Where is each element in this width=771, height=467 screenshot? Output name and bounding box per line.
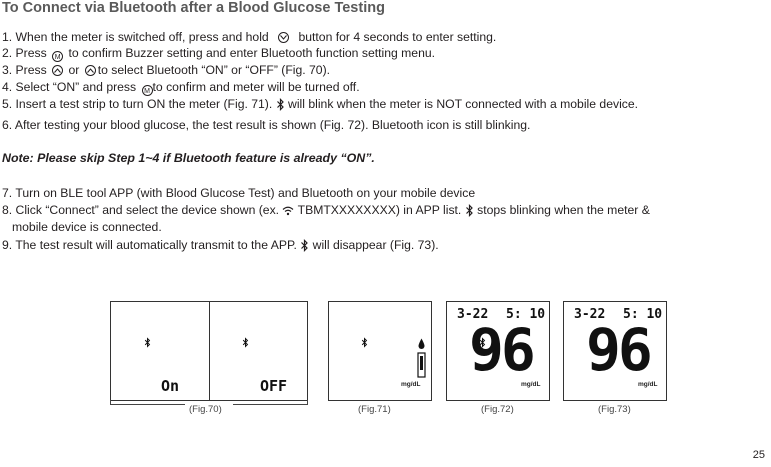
m-button-icon: M — [142, 85, 153, 96]
caption-rule-right — [233, 404, 308, 405]
fig70-on-text: On — [161, 377, 180, 395]
m-button-icon: M — [52, 51, 63, 62]
step-5-text-b: will blink when the meter is NOT connected with a mobile device. — [288, 97, 639, 111]
step-3-text-c: to select Bluetooth “ON” or “OFF” (Fig. 70). — [97, 63, 331, 77]
fig70-off-text: OFF — [260, 377, 288, 395]
page-number: 25 — [752, 449, 765, 461]
step-9 — [2, 238, 439, 253]
step-1-text-b: button for 4 seconds to enter setting. — [298, 30, 497, 44]
fig72-caption: (Fig.72) — [481, 404, 514, 415]
step-5 — [2, 97, 638, 112]
step-4-text-a: 4. Select “ON” and press — [2, 80, 137, 94]
step-4 — [2, 80, 360, 96]
fig73-value: 96 — [586, 316, 650, 384]
caption-tick-right — [307, 400, 308, 405]
fig72-value: 96 — [469, 316, 533, 384]
step-8-text-c: stops blinking when the meter & — [477, 203, 650, 217]
up-button-icon-2 — [85, 65, 96, 76]
step-1 — [2, 30, 496, 45]
fig72-date: 3-22 — [457, 307, 489, 322]
step-4-text-b: to confirm and meter will be turned off. — [152, 80, 360, 94]
fig72-time: 5: 10 — [506, 307, 546, 322]
fig72-display — [446, 301, 550, 401]
fig73-unit: mg/dL — [638, 381, 658, 388]
bluetooth-icon — [144, 337, 151, 348]
fig73-caption: (Fig.73) — [598, 404, 631, 415]
fig73-time: 5: 10 — [623, 307, 663, 322]
fig72-unit: mg/dL — [521, 381, 541, 388]
caption-tick-left — [110, 400, 111, 405]
bluetooth-icon — [242, 337, 249, 348]
step-8 — [2, 203, 650, 218]
note: Note: Please skip Step 1~4 if Bluetooth feature is already “ON”. — [2, 151, 375, 165]
bluetooth-icon — [465, 204, 474, 217]
bluetooth-icon — [276, 98, 285, 111]
fig70-display — [110, 301, 308, 401]
step-2 — [2, 46, 435, 62]
blood-drop-icon — [418, 338, 425, 349]
step-3 — [2, 63, 330, 78]
fig70-caption: (Fig.70) — [189, 404, 222, 415]
step-3-text-a: 3. Press — [2, 63, 47, 77]
wifi-signal-icon — [282, 206, 294, 216]
step-8-text-b: TBMTXXXXXXXX) in APP list. — [297, 203, 462, 217]
fig73-date: 3-22 — [574, 307, 606, 322]
step-8-continued: mobile device is connected. — [12, 220, 162, 234]
step-9-text-a: 9. The test result will automatically transmit to the APP. — [2, 238, 297, 252]
fig71-unit: mg/dL — [401, 381, 421, 388]
step-9-text-b: will disappear (Fig. 73). — [312, 238, 439, 252]
page-title: To Connect via Bluetooth after a Blood Glucose Testing — [2, 0, 385, 16]
step-3-text-b: or — [68, 63, 80, 77]
bluetooth-icon — [361, 337, 368, 348]
step-5-text-a: 5. Insert a test strip to turn ON the meter (Fig. 71). — [2, 97, 273, 111]
fig71-caption: (Fig.71) — [358, 404, 391, 415]
test-strip-icon — [417, 352, 426, 378]
divider — [209, 302, 210, 400]
down-button-icon — [278, 32, 289, 43]
step-1-text-a: 1. When the meter is switched off, press and hold — [2, 30, 269, 44]
caption-rule-left — [110, 404, 185, 405]
step-2-text-a: 2. Press — [2, 46, 47, 60]
step-7: 7. Turn on BLE tool APP (with Blood Glucose Test) and Bluetooth on your mobile device — [2, 186, 476, 200]
up-button-icon — [52, 65, 63, 76]
step-2-text-b: to confirm Buzzer setting and enter Bluetooth function setting menu. — [68, 46, 436, 60]
step-6: 6. After testing your blood glucose, the test result is shown (Fig. 72). Bluetooth icon is still blinking. — [2, 118, 531, 132]
fig73-display — [563, 301, 667, 401]
fig71-display — [328, 301, 432, 401]
step-8-text-a: 8. Click “Connect” and select the device shown (ex. — [2, 203, 280, 217]
bluetooth-icon — [300, 239, 309, 252]
